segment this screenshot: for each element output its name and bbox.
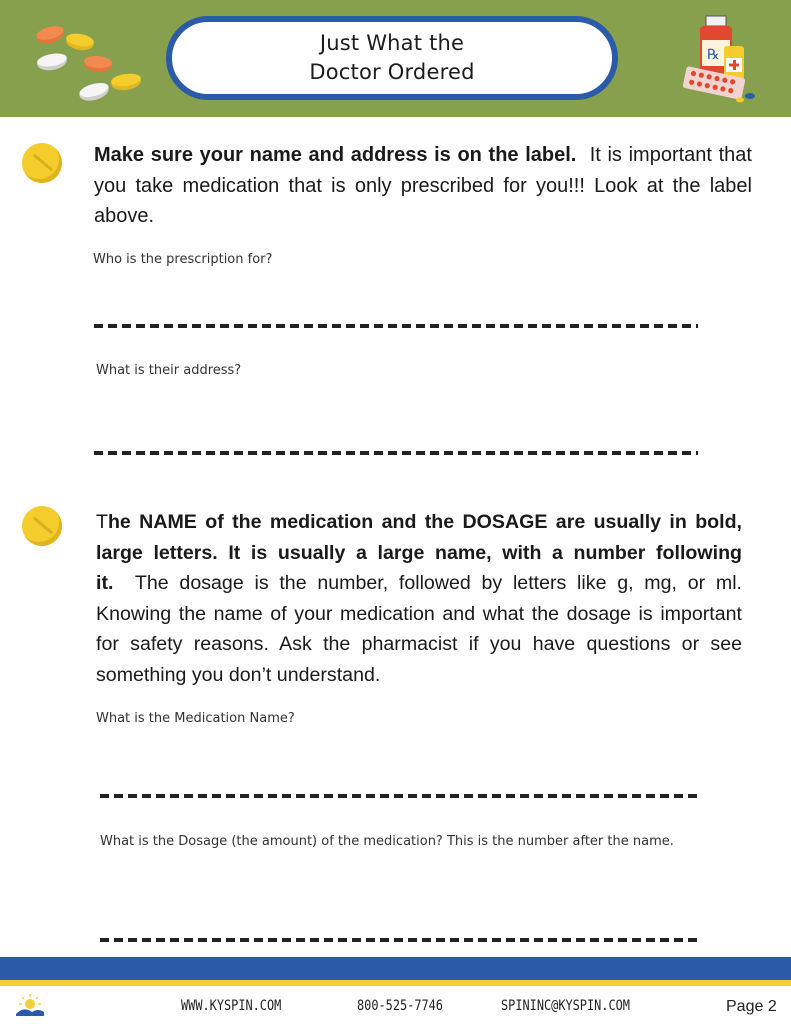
question-prescription-for: Who is the prescription for? bbox=[93, 252, 273, 267]
yellow-pill-bullet-icon bbox=[22, 506, 62, 546]
question-address: What is their address? bbox=[96, 363, 242, 378]
footer-blue-stripe bbox=[0, 957, 791, 980]
section1-text: It is important that you take medication that is only prescribed for you!!! Look at the label above. bbox=[94, 144, 752, 227]
header-band bbox=[0, 0, 791, 117]
page-number: Page 2 bbox=[726, 998, 777, 1015]
section2-paragraph bbox=[96, 507, 742, 690]
answer-line-address[interactable] bbox=[94, 451, 698, 455]
answer-line-dosage[interactable] bbox=[100, 938, 702, 942]
footer-phone[interactable]: 800-525-7746 bbox=[357, 998, 443, 1014]
page-title-line2: Doctor Ordered bbox=[309, 60, 475, 84]
footer-email[interactable]: SPININC@KYSPIN.COM bbox=[501, 998, 630, 1014]
footer-website[interactable]: WWW.KYSPIN.COM bbox=[181, 998, 282, 1014]
kyspin-logo-icon bbox=[14, 992, 46, 1020]
yellow-pill-bullet-icon bbox=[22, 143, 62, 183]
question-dosage: What is the Dosage (the amount) of the medication? This is the number after the name. bbox=[100, 834, 674, 849]
answer-line-medication-name[interactable] bbox=[100, 794, 702, 798]
page-title-line1: Just What the bbox=[319, 31, 465, 55]
section2-bold-text: he NAME of the medication and the DOSAGE are usually in bold, large letters. It is usually a large name, with a number following it. bbox=[96, 511, 742, 594]
answer-line-prescription-for[interactable] bbox=[94, 324, 698, 328]
question-medication-name: What is the Medication Name? bbox=[96, 711, 295, 726]
section1-bold-text: Make sure your name and address is on the label. bbox=[94, 144, 577, 166]
footer-yellow-stripe bbox=[0, 980, 791, 986]
pills-illustration-icon bbox=[28, 22, 148, 108]
section1-paragraph bbox=[94, 140, 752, 232]
section2-lead: T bbox=[96, 511, 108, 533]
svg-text:℞: ℞ bbox=[707, 47, 720, 63]
section2-text: The dosage is the number, followed by letters like g, mg, or ml. Knowing the name of your medication and what the dosage is important for safety reasons. Ask the pharmacist if you have questions or see something you don’t understand. bbox=[96, 572, 742, 686]
title-box bbox=[166, 16, 618, 100]
prescription-bottle-icon bbox=[680, 14, 760, 104]
